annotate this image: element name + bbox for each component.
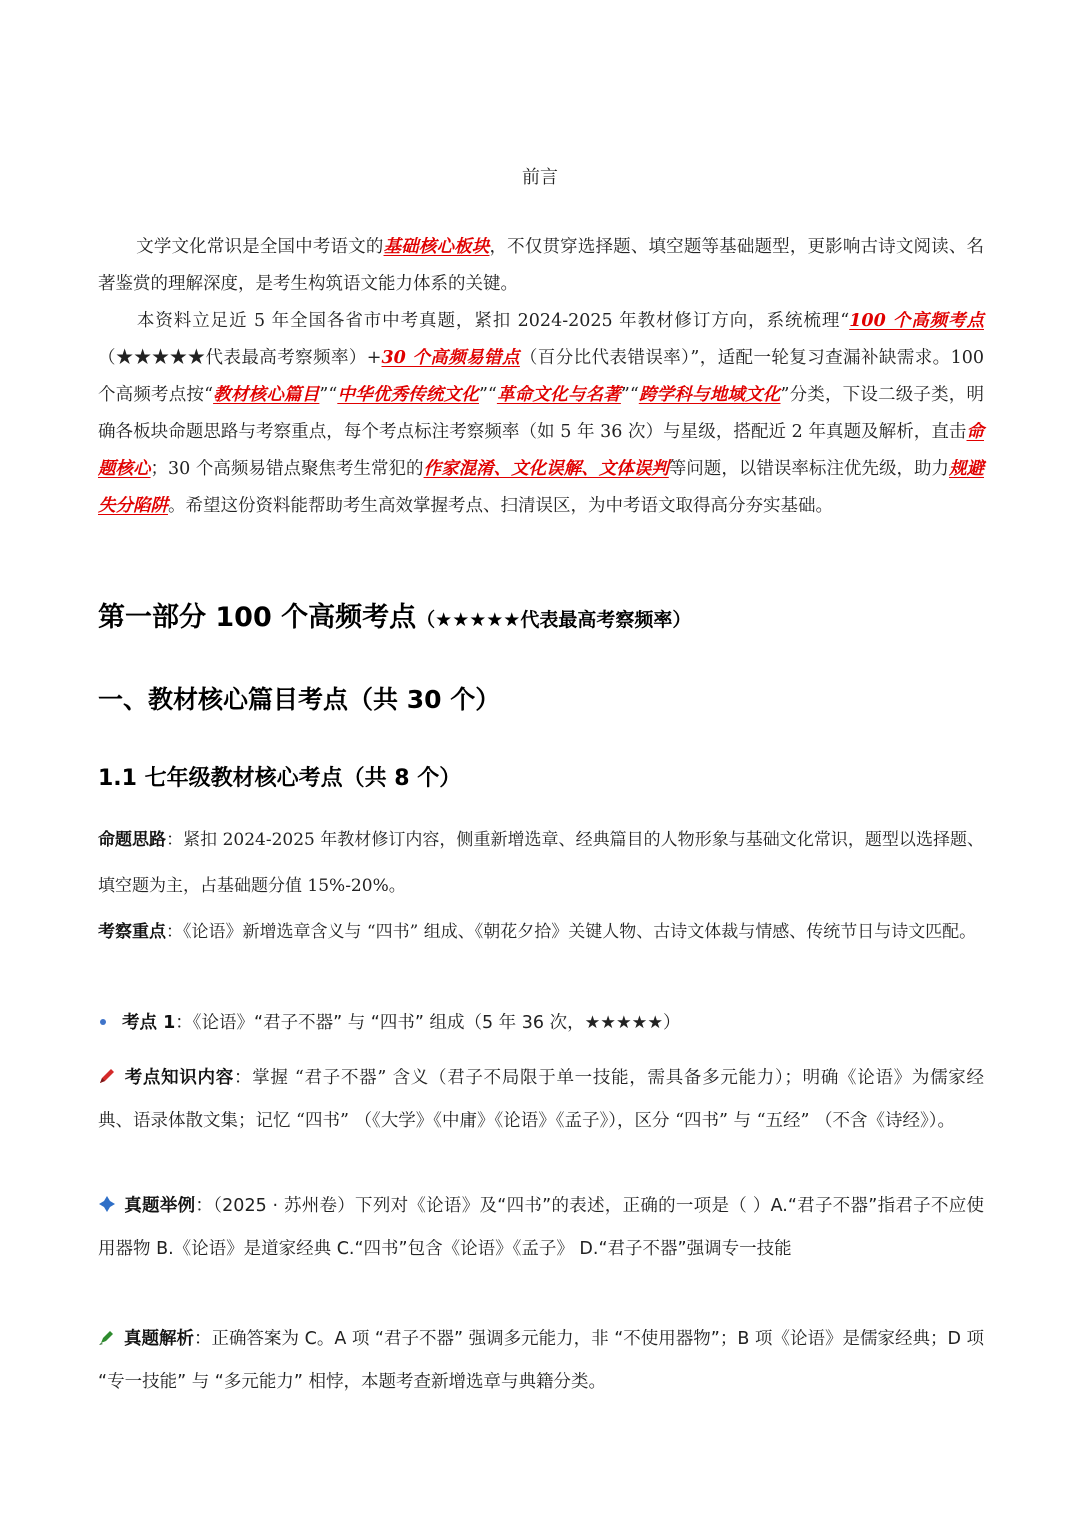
- highlight-text: 命题核心: [98, 422, 984, 479]
- highlight-text: 跨学科与地域文化: [638, 385, 781, 405]
- analysis-paragraph: 真题解析：正确答案为 C。A 项 “君子不器” 强调多元能力，非 “不使用器物”；B 项《论语》是儒家经典；D 项 “专一技能” 与 “多元能力” 相悖，本题考查新增选章与典籍分类。: [98, 1319, 984, 1403]
- foreword-paragraph-2: 本资料立足近 5 年全国各省市中考真题，紧扣 2024-2025 年教材修订方向，系统梳理“100 个高频考点（★★★★★代表最高考察频率）+30 个高频易错点（百分比代表错误率）”，适配一轮复习查漏补缺需求。100 个高频考点按“教材核心篇目”“中华优秀传统文化”“革命文化与名著”“跨学科与地域文化”分类，下设二级子类，明确各板块命题思路与考察重点，每个考点标注考察频率（如 5 年 36 次）与星级，搭配近 2 年真题及解析，直击命题核心；30 个高频易错点聚焦考生常犯的作家混淆、文化误解、文体误判等问题，以错误率标注优先级，助力规避失分陷阱。希望这份资料能帮助考生高效掌握考点、扫清误区，为中考语文取得高分夯实基础。: [98, 311, 985, 516]
- part1-subtitle: （★★★★★代表最高考察频率）: [416, 609, 692, 631]
- highlight-text: 规避失分陷阱: [98, 459, 985, 516]
- analysis-label: 真题解析: [124, 1329, 195, 1349]
- foreword-title: 前言: [522, 167, 558, 188]
- foreword-paragraph-1: 文学文化常识是全国中考语文的基础核心板块，不仅贯穿选择题、填空题等基础题型，更影响古诗文阅读、名著鉴赏的理解深度，是考生构筑语文能力体系的关键。: [98, 237, 984, 294]
- mingti-paragraph: 命题思路：紧扣 2024-2025 年教材修订内容，侧重新增选章、经典篇目的人物形象与基础文化常识，题型以选择题、填空题为主，占基础题分值 15%-20%。: [98, 830, 985, 896]
- part1-heading: 第一部分 100 个高频考点（★★★★★代表最高考察频率）: [98, 602, 692, 633]
- bullet-dot-icon: [100, 1019, 106, 1025]
- highlight-text: 30 个高频易错点: [381, 348, 520, 368]
- highlight-text: 100 个高频考点: [849, 311, 984, 331]
- pen-icon: [98, 1321, 116, 1362]
- highlight-text: 基础核心板块: [383, 237, 490, 257]
- example-label: 真题举例: [124, 1196, 196, 1216]
- diamond-icon: [98, 1188, 116, 1229]
- highlight-text: 教材核心篇目: [213, 385, 320, 405]
- knowledge-label: 考点知识内容: [124, 1068, 234, 1088]
- point1-label: 考点 1: [122, 1013, 176, 1033]
- kaocha-label: 考察重点: [98, 922, 166, 942]
- pencil-icon: [98, 1060, 116, 1101]
- knowledge-paragraph: 考点知识内容：掌握 “君子不器” 含义（君子不局限于单一技能，需具备多元能力）；明确《论语》为儒家经典、语录体散文集；记忆 “四书” （《大学》《中庸》《论语》《孟子》），区分 “四书” 与 “五经” （不含《诗经》）。: [98, 1058, 984, 1142]
- highlight-text: 革命文化与名著: [496, 385, 621, 405]
- kaocha-paragraph: 考察重点：《论语》新增选章含义与 “四书” 组成、《朝花夕拾》关键人物、古诗文体裁与情感、传统节日与诗文匹配。: [98, 922, 977, 942]
- mingti-label: 命题思路: [98, 830, 167, 850]
- highlight-text: 中华优秀传统文化: [337, 385, 479, 405]
- highlight-text: 作家混淆、文化误解、文体误判: [423, 459, 669, 479]
- section1-heading: 一、教材核心篇目考点（共 30 个）: [98, 685, 501, 714]
- example-paragraph: 真题举例：（2025 · 苏州卷）下列对《论语》及“四书”的表述，正确的一项是（ ）A.“君子不器”指君子不应使用器物 B.《论语》是道家经典 C.“四书”包含《论语》《孟子》 D.“君子不器”强调专一技能: [98, 1186, 984, 1270]
- point1-line: 考点 1：《论语》“君子不器” 与 “四书” 组成（5 年 36 次，★★★★★）: [98, 1003, 984, 1044]
- section11-heading: 1.1 七年级教材核心考点（共 8 个）: [98, 766, 462, 791]
